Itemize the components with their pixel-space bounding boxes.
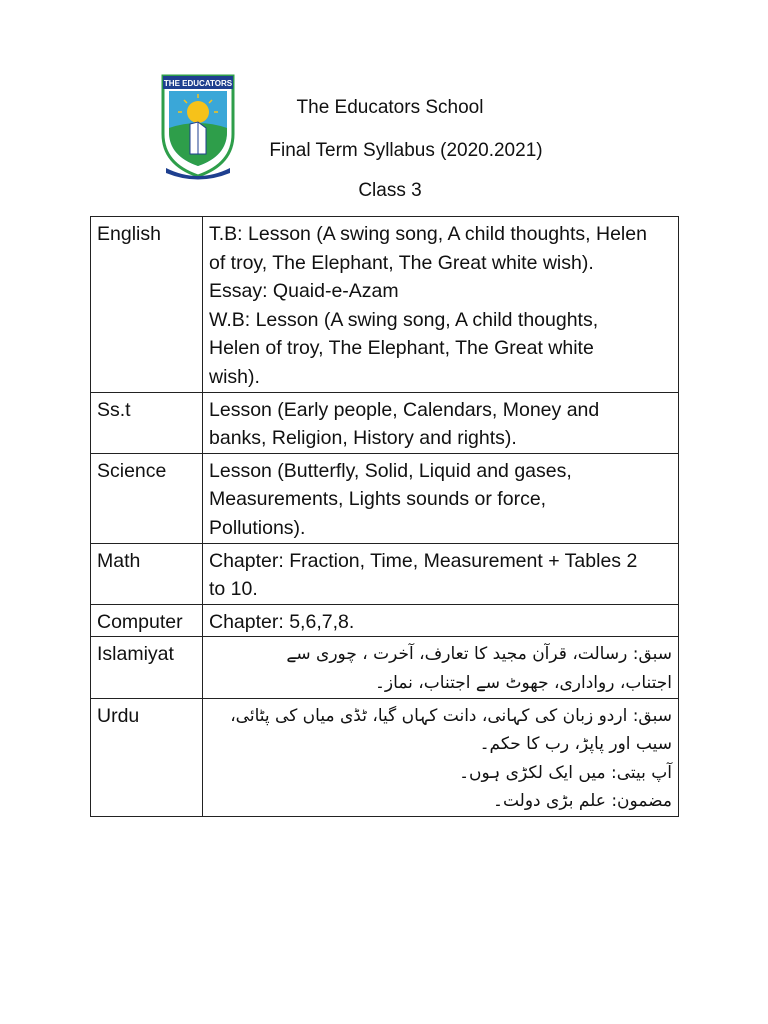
- subject-cell: Islamiyat: [91, 637, 203, 698]
- content-line: Lesson (Early people, Calendars, Money and: [209, 398, 600, 421]
- content-cell: [203, 453, 679, 543]
- content-line: سیب اور پاپڑ، رب کا حکم۔: [479, 734, 672, 755]
- table-row-sst: [91, 392, 679, 453]
- content-line: to 10.: [209, 578, 258, 601]
- content-line: of troy, The Elephant, The Great white wish).: [209, 251, 594, 274]
- subject-cell: Math: [91, 543, 203, 604]
- school-logo: [160, 72, 236, 182]
- table-row-islamiyat: [91, 637, 679, 698]
- content-cell: [203, 604, 679, 637]
- school-name: The Educators School: [296, 97, 484, 118]
- content-line: Essay: Quaid-e-Azam: [209, 280, 399, 303]
- subject-cell: Ss.t: [91, 392, 203, 453]
- content-line: آپ بیتی: میں ایک لکڑی ہوں۔: [459, 762, 672, 783]
- subject-cell: Science: [91, 453, 203, 543]
- subject-cell: Urdu: [91, 698, 203, 816]
- content-line: سبق: رسالت، قرآن مجید کا تعارف، آخرت ، چوری سے: [286, 644, 672, 665]
- content-line: Chapter: 5,6,7,8.: [209, 610, 355, 633]
- subject-cell: English: [91, 217, 203, 393]
- content-cell: [203, 392, 679, 453]
- table-row-urdu: [91, 698, 679, 816]
- syllabus-title: Final Term Syllabus (2020.2021): [269, 140, 543, 161]
- subject-cell: Computer: [91, 604, 203, 637]
- content-line: W.B: Lesson (A swing song, A child thoughts,: [209, 308, 599, 331]
- content-line: Chapter: Fraction, Time, Measurement + Tables 2: [209, 549, 638, 572]
- content-cell: [203, 637, 679, 698]
- content-cell: [203, 698, 679, 816]
- content-line: Helen of troy, The Elephant, The Great white: [209, 337, 594, 360]
- table-row-english: [91, 217, 679, 393]
- class-label: Class 3: [358, 180, 422, 201]
- content-cell: [203, 543, 679, 604]
- syllabus-table: [90, 216, 679, 817]
- svg-text:THE EDUCATORS: THE EDUCATORS: [163, 79, 233, 88]
- table-row-math: [91, 543, 679, 604]
- content-line: اجتناب، رواداری، جھوٹ سے اجتناب، نماز۔: [374, 672, 672, 693]
- content-line: T.B: Lesson (A swing song, A child thoughts, Helen: [209, 223, 647, 245]
- table-row-science: [91, 453, 679, 543]
- content-line: wish).: [209, 365, 260, 388]
- content-line: Pollutions).: [209, 516, 306, 539]
- content-line: Lesson (Butterfly, Solid, Liquid and gases,: [209, 459, 572, 482]
- shield-logo-icon: [160, 72, 236, 182]
- table-row-computer: [91, 604, 679, 637]
- content-line: مضمون: علم بڑی دولت۔: [493, 791, 672, 812]
- content-line: Measurements, Lights sounds or force,: [209, 488, 547, 511]
- content-cell: [203, 217, 679, 393]
- content-line: banks, Religion, History and rights).: [209, 427, 517, 450]
- content-line: سبق: اردو زبان کی کہانی، دانت کہاں گیا، ٹڈی میاں کی پٹائی،: [230, 705, 672, 726]
